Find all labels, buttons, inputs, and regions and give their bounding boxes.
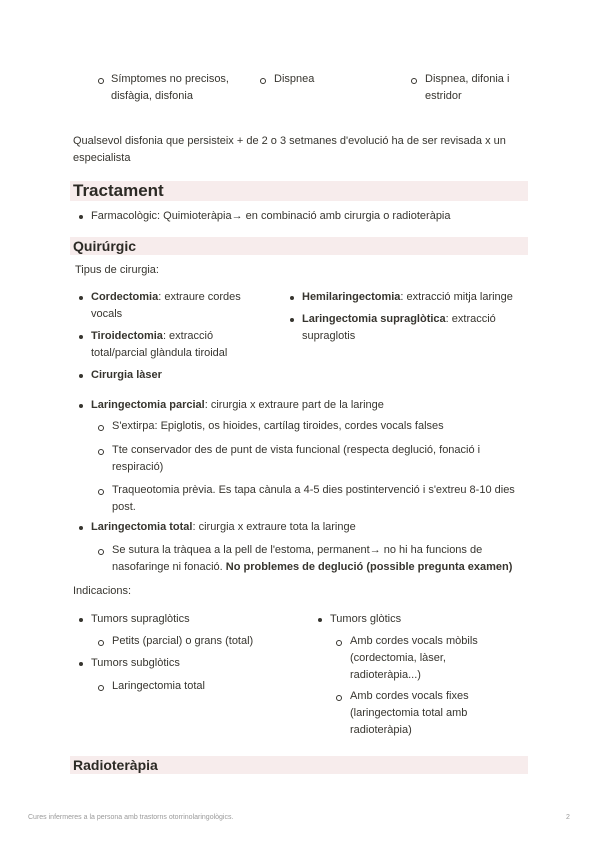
hemi-desc: : extracció mitja laringe <box>400 291 513 303</box>
parcial-sub2: Tte conservador des de punt de vista funcional (respecta deglució, fonació i respiració) <box>112 444 481 473</box>
list-bullet-icon <box>98 425 104 431</box>
note-paragraph: Qualsevol disfonia que persisteix + de 2 o 3 setmanes d'evolució ha de ser revisada x un especialista <box>73 135 506 164</box>
tiroidectomia-item <box>91 328 261 362</box>
glotics-item: Tumors glòtics <box>330 613 402 625</box>
total-item <box>91 519 531 536</box>
list-bullet-icon <box>79 374 83 378</box>
total-sub1-bold: No problemes de deglució (possible pregunta examen) <box>225 561 513 573</box>
heading-radioterapia: Radioteràpia <box>70 756 528 774</box>
heading-tractament: Tractament <box>70 181 528 201</box>
list-bullet-icon <box>98 489 104 495</box>
hemilaringectomia-item <box>302 289 542 306</box>
tiroidectomia-term: Tiroidectomia <box>91 330 163 342</box>
supra-desc: : extracció supraglotis <box>302 313 496 342</box>
supraglotics-item: Tumors supraglòtics <box>91 613 190 625</box>
list-bullet-icon <box>98 685 104 691</box>
symptom-col2: Dispnea <box>274 73 315 85</box>
glotics-sub1: Amb cordes vocals mòbils (cordectomia, làser, radioteràpia...) <box>350 635 478 681</box>
list-bullet-icon <box>336 640 342 646</box>
farmacologic-item: Farmacològic: Quimioteràpia→ en combinació amb cirurgia o radioteràpia <box>91 210 451 222</box>
subglotics-sub: Laringectomia total <box>112 680 205 692</box>
symptom-col1: Símptomes no precisos, disfàgia, disfonia <box>111 73 229 102</box>
list-bullet-icon <box>98 78 104 84</box>
laser-item <box>91 367 162 384</box>
cordectomia-desc: : extraure cordes vocals <box>91 291 241 320</box>
list-bullet-icon <box>79 296 83 300</box>
glotics-sub2: Amb cordes vocals fixes (laringectomia total amb radioteràpia) <box>350 690 469 736</box>
list-bullet-icon <box>98 449 104 455</box>
list-bullet-icon <box>79 618 83 622</box>
parcial-term: Laringectomia parcial <box>91 399 205 411</box>
list-bullet-icon <box>336 695 342 701</box>
hemi-term: Hemilaringectomia <box>302 291 401 303</box>
indicacions-label: Indicacions: <box>73 585 132 597</box>
list-bullet-icon <box>79 526 83 530</box>
list-bullet-icon <box>79 662 83 666</box>
subglotics-item: Tumors subglòtics <box>91 657 180 669</box>
supra-term: Laringectomia supraglòtica <box>302 313 446 325</box>
list-bullet-icon <box>290 296 294 300</box>
total-desc: : cirurgia x extraure tota la laringe <box>192 521 356 533</box>
list-bullet-icon <box>411 78 417 84</box>
cordectomia-term: Cordectomia <box>91 291 159 303</box>
list-bullet-icon <box>98 640 104 646</box>
list-bullet-icon <box>98 549 104 555</box>
list-bullet-icon <box>79 335 83 339</box>
total-sub1 <box>112 542 530 576</box>
footer-text: Cures infermeres a la persona amb trastorns otorrinolaringològics. <box>28 814 234 821</box>
parcial-sub1: S'extirpa: Epiglotis, os hioides, cartílag tiroides, cordes vocals falses <box>112 420 444 432</box>
tiroidectomia-desc: : extracció total/parcial glàndula tiroidal <box>91 330 228 359</box>
tipus-cirurgia-label: Tipus de cirurgia: <box>75 264 159 276</box>
symptom-col3: Dispnea, difonia i estridor <box>425 73 510 102</box>
supraglotica-item <box>302 311 522 345</box>
total-term: Laringectomia total <box>91 521 193 533</box>
list-bullet-icon <box>290 318 294 322</box>
total-sub1-text: Se sutura la tràquea a la pell de l'estoma, permanent→ no hi ha funcions de nasofaringe ni fonació. <box>112 544 483 573</box>
supraglotics-sub: Petits (parcial) o grans (total) <box>112 635 254 647</box>
heading-quirurgic: Quirúrgic <box>70 237 528 255</box>
list-bullet-icon <box>260 78 266 84</box>
list-bullet-icon <box>318 618 322 622</box>
list-bullet-icon <box>79 215 83 219</box>
list-bullet-icon <box>79 404 83 408</box>
laser-term: Cirurgia làser <box>91 369 162 381</box>
parcial-sub3: Traqueotomia prèvia. Es tapa cànula a 4-5 dies postintervenció i s'extreu 8-10 dies post. <box>112 484 515 513</box>
parcial-desc: : cirurgia x extraure part de la laringe <box>204 399 384 411</box>
page-number: 2 <box>566 814 570 821</box>
parcial-item <box>91 397 531 414</box>
cordectomia-item <box>91 289 261 323</box>
